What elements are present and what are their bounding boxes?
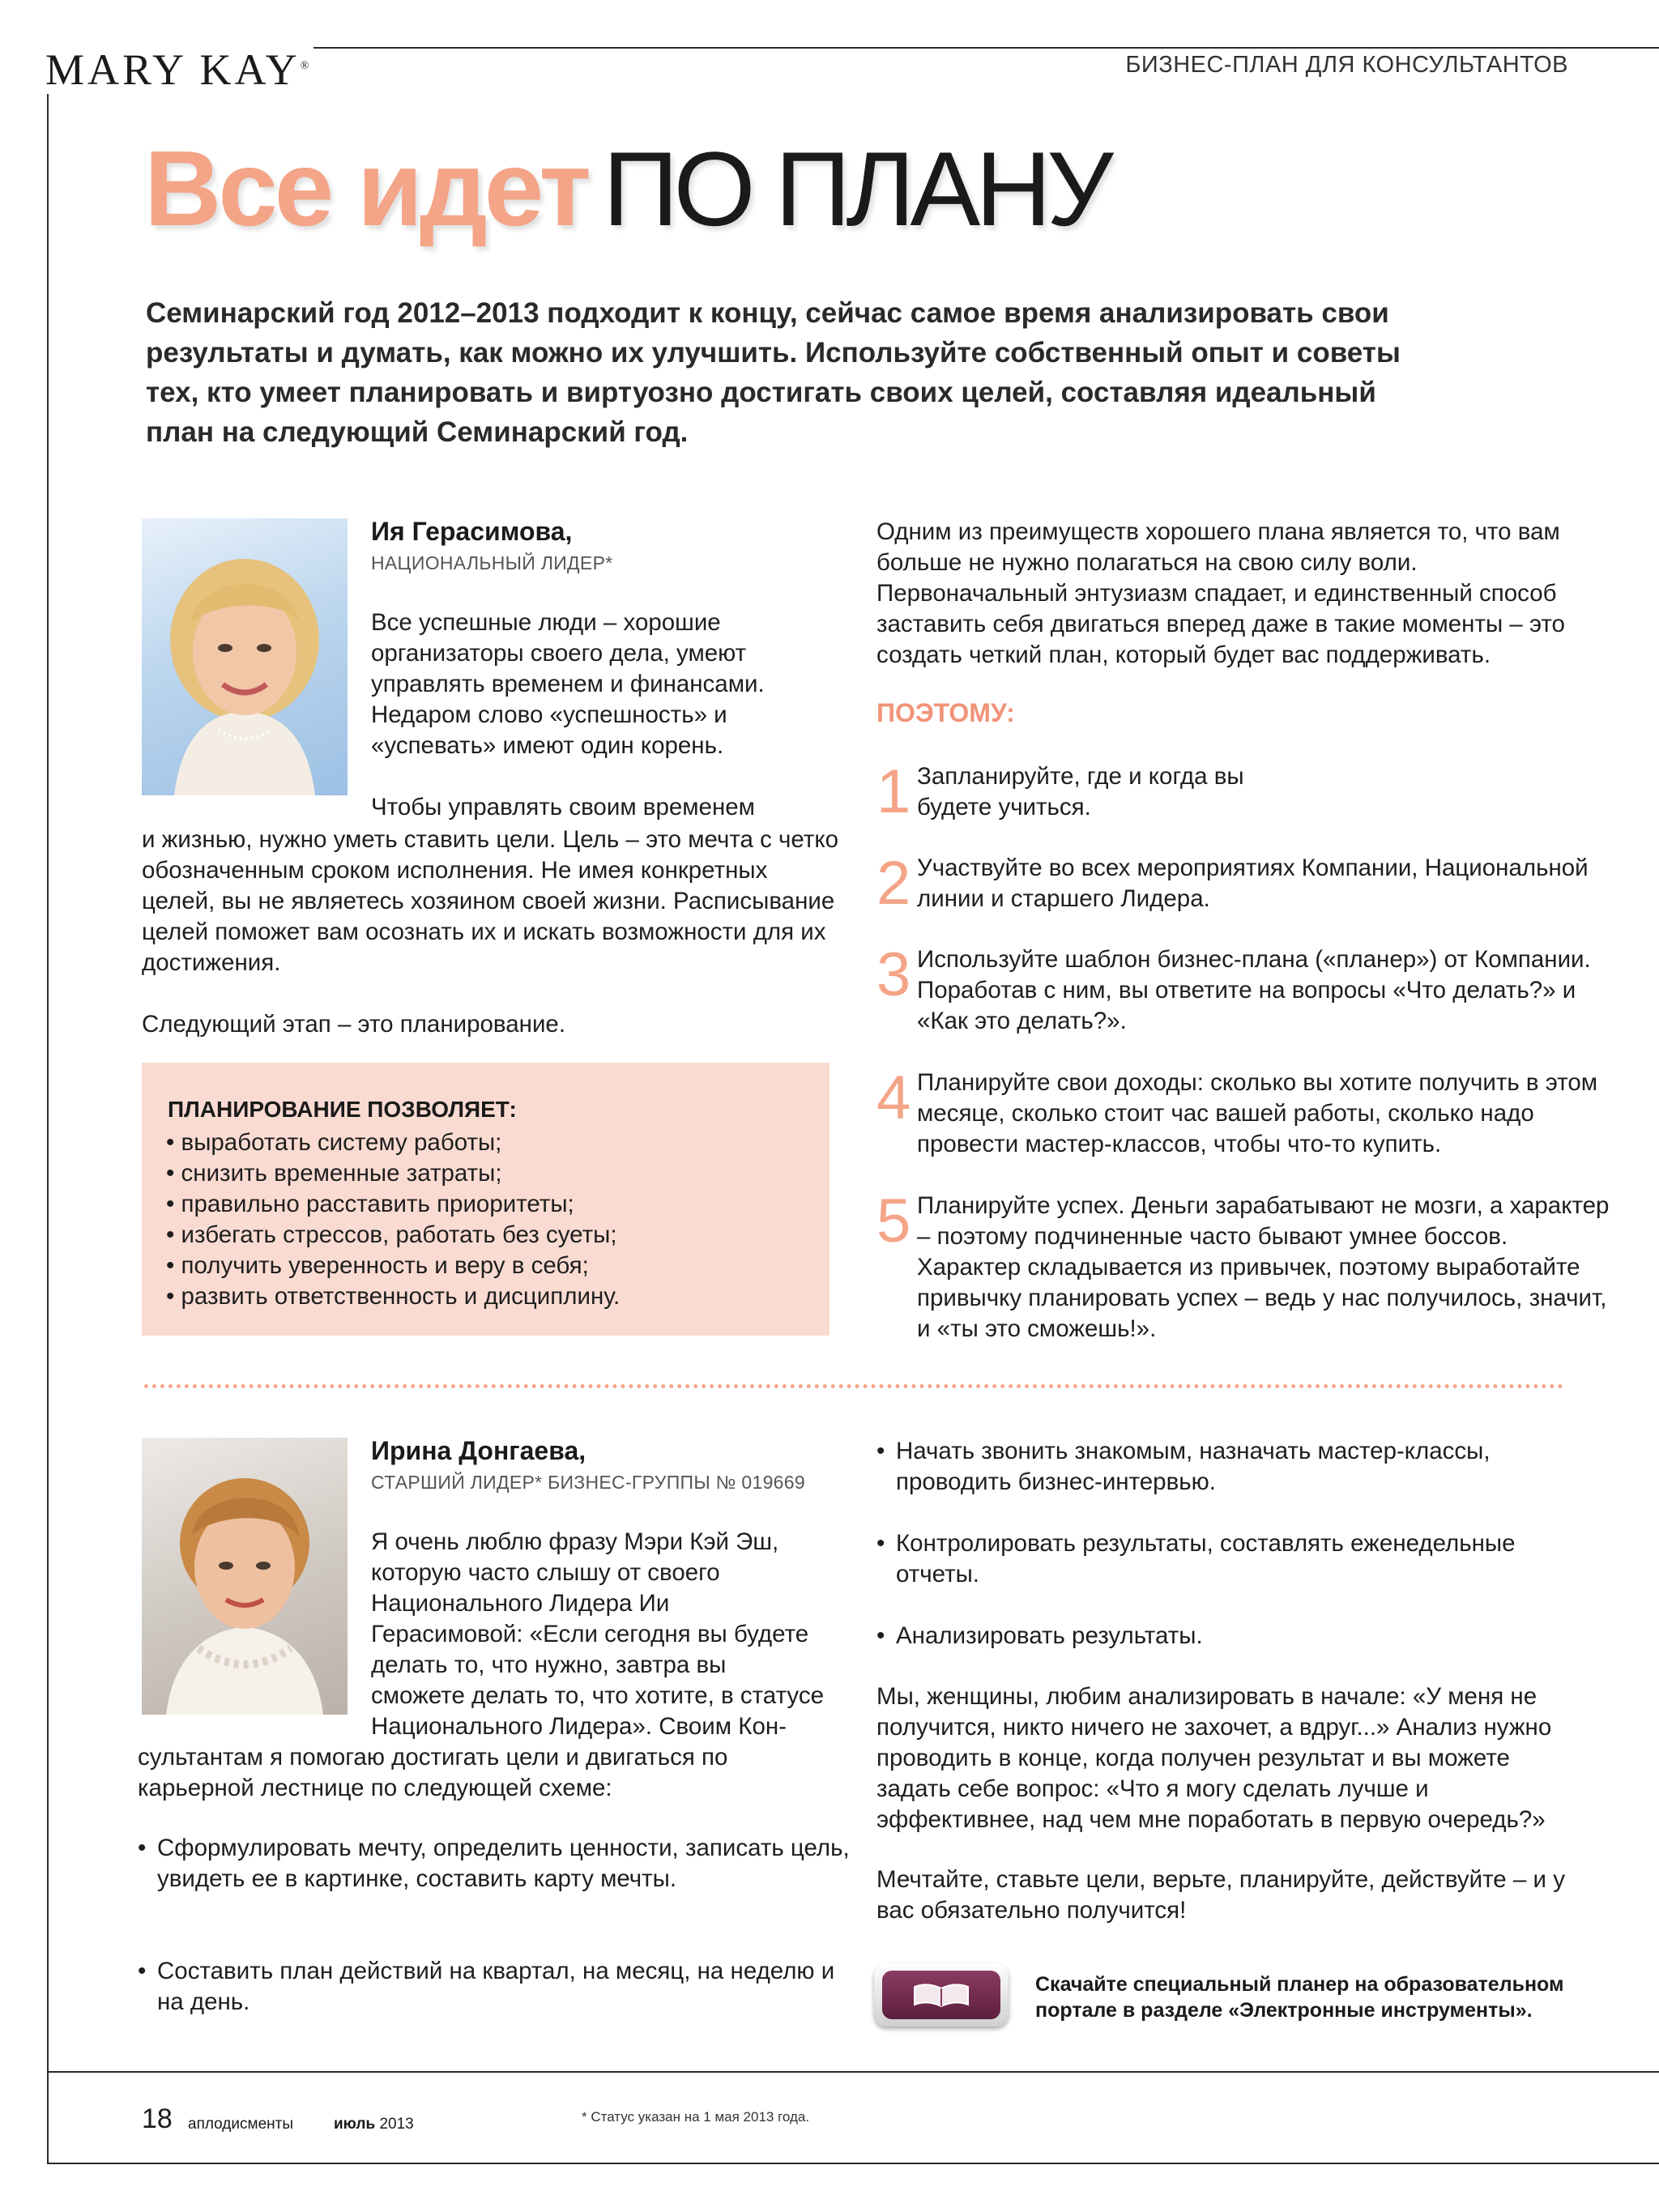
book-icon (882, 1971, 1000, 2019)
step-text: Используйте шаблон бизнес-плана («планер») от Компании. Поработав с ним, вы ответите на вопросы «Что делать?» и «Как это делать?». (917, 946, 1591, 1034)
page-number: 18 (142, 2103, 173, 2134)
issue-year: 2013 (379, 2116, 414, 2133)
list-item: • правильно расставить приоритеты; (166, 1191, 574, 1217)
expert1-body (142, 825, 838, 1040)
list-item: • снизить временные затраты; (166, 1160, 502, 1187)
step-number: 4 (876, 1063, 911, 1132)
expert1-right-intro-text: Одним из преимуществ хорошего плана является то, что вам больше не нужно полагаться на свою силу воли. Первоначальный энтузиазм спадает, и единственный способ заставить себя двигаться вперед даже в такие моменты – это создать четкий план, который будет вас поддерживать. (876, 518, 1565, 668)
bullet-dot: • (876, 1438, 885, 1464)
expert2-intro-cont-text: сультантам я помогаю достигать цели и двигаться по карьерной лестнице по следующей схеме: (138, 1744, 728, 1801)
step-number: 5 (876, 1187, 911, 1255)
planner-download-button[interactable] (874, 1963, 1009, 2027)
expert1-para3: Следующий этап – это планирование. (142, 1011, 566, 1038)
left-rule (47, 47, 49, 2163)
issue-date (334, 2116, 414, 2133)
step-number: 2 (876, 849, 911, 918)
expert1-intro-text: Все успешные люди – хорошие организаторы своего дела, умеют управлять временем и финансами. Недаром слово «успешность» и «успевать» имеют один корень. (371, 609, 765, 759)
bullet-dot: • (138, 1958, 147, 1984)
bottom-rule (47, 2163, 1659, 2164)
bullet-dot: • (138, 1835, 147, 1861)
expert1-role: НАЦИОНАЛЬНЫЙ ЛИДЕР* (371, 552, 613, 573)
list-item: • развить ответственность и дисциплину. (166, 1283, 621, 1310)
page-headline (144, 128, 1109, 283)
list-item: • получить уверенность и веру в себя; (166, 1252, 589, 1279)
registered-mark: ® (300, 60, 309, 72)
step-text: Участвуйте во всех мероприятиях Компании, Национальной линии и старшего Лидера. (917, 855, 1589, 912)
expert2-intro-continued (138, 1742, 842, 1804)
bullet-dot: • (876, 1530, 885, 1557)
headline-accent: Все идет (144, 129, 589, 248)
bullet-text: Сформулировать мечту, определить ценности, записать цель, увидеть ее в картинке, составить карту мечты. (157, 1835, 850, 1892)
analysis-text: Мы, женщины, любим анализировать в начале: «У меня не получится, никто ничего не захочет, а вдруг...» Анализ нужно проводить в конце, когда получен результат и вы можете задать себе вопрос: «Что я могу сделать лучше и эффективнее, над чем мне поработать в первую очередь?» (876, 1683, 1552, 1833)
section-label: БИЗНЕС-ПЛАН ДЛЯ КОНСУЛЬТАНТОВ (1125, 52, 1568, 78)
planning-box-title: ПЛАНИРОВАНИЕ ПОЗВОЛЯЕТ: (168, 1097, 517, 1122)
bullet-text: Начать звонить знакомым, назначать мастер-классы, проводить бизнес-интервью. (896, 1438, 1491, 1495)
list-item: • избегать стрессов, работать без суеты; (166, 1221, 617, 1248)
step-text: Планируйте свои доходы: сколько вы хотите получить в этом месяце, сколько стоит час вашей работы, сколько надо провести мастер-классов, чтобы что-то купить. (917, 1069, 1598, 1157)
expert2-analysis (876, 1681, 1589, 1835)
expert2-intro (371, 1527, 825, 1742)
expert2-role: СТАРШИЙ ЛИДЕР* БИЗНЕС-ГРУППЫ № 019669 (371, 1472, 805, 1493)
bullet-text: Составить план действий на квартал, на месяц, на неделю и на день. (157, 1958, 835, 2015)
expert1-name: Ия Герасимова, (371, 517, 573, 546)
bullet-text: Анализировать результаты. (896, 1622, 1203, 1649)
portrait-photo-gerasimova (142, 518, 348, 795)
step-number: 1 (876, 757, 911, 826)
step-text: Запланируйте, где и когда вы будете учиться. (917, 763, 1244, 820)
expert2-name: Ирина Донгаева, (371, 1436, 586, 1465)
status-footnote: * Статус указан на 1 мая 2013 года. (582, 2109, 810, 2125)
bullet-dot: • (876, 1622, 885, 1649)
headline-main: ПО ПЛАНУ (603, 130, 1109, 248)
dotted-divider (144, 1384, 1563, 1388)
expert2-final (876, 1865, 1589, 1926)
magazine-name: аплодисменты (188, 2116, 293, 2133)
planning-benefits-list (166, 1127, 620, 1312)
footer-rule (47, 2071, 1659, 2073)
expert1-para2: и жизнью, нужно уметь ставить цели. Цель – это мечта с четко обозначенным сроком исполнения. Не имея конкретных целей, вы не являетесь хозяином своей жизни. Расписывание целей поможет вам осознать их и искать возможности для их достижения. (142, 826, 839, 976)
planner-cta-text: Скачайте специальный планер на образовательном портале в разделе «Электронные инструменты». (1035, 1973, 1564, 2022)
bullet-text: Контролировать результаты, составлять еженедельные отчеты. (896, 1530, 1516, 1588)
brand-logo-text: MARY KAY (45, 45, 301, 94)
step-number: 3 (876, 940, 911, 1009)
expert1-intro (371, 607, 841, 823)
expert1-para2-start: Чтобы управлять своим временем (371, 794, 755, 820)
expert2-intro-text: Я очень люблю фразу Мэри Кэй Эш, которую часто слышу от своего Национального Лидера Ии Герасимовой: «Если сегодня вы будете делать то, что нужно, завтра вы сможете делать то, что хотите, в статусе Национального Лидера». Своим Кон- (371, 1528, 824, 1740)
brand-logo (45, 42, 313, 94)
issue-month: июль (334, 2116, 376, 2133)
step-text: Планируйте успех. Деньги зарабатывают не мозги, а характер – поэтому подчиненные часто бывают умнее боссов. Характер складывается из привычек, поэтому выработайте привычку планировать успех – ведь у нас получилось, значит, и «ты это сможешь!». (917, 1192, 1610, 1342)
lead-paragraph: Семинарский год 2012–2013 подходит к концу, сейчас самое время анализировать свои результаты и думать, как можно их улучшить. Используйте собственный опыт и советы тех, кто умеет планировать и виртуозно достигать своих целей, составляя идеальный план на следующий Семинарский год. (146, 297, 1401, 448)
portrait-photo-dongaeva (142, 1438, 348, 1715)
list-item: • выработать систему работы; (166, 1129, 502, 1156)
planning-benefits-box (142, 1063, 830, 1336)
therefore-heading: ПОЭТОМУ: (876, 698, 1015, 727)
expert1-right-intro (876, 517, 1589, 671)
final-text: Мечтайте, ставьте цели, верьте, планируйте, действуйте – и у вас обязательно получится! (876, 1866, 1565, 1924)
